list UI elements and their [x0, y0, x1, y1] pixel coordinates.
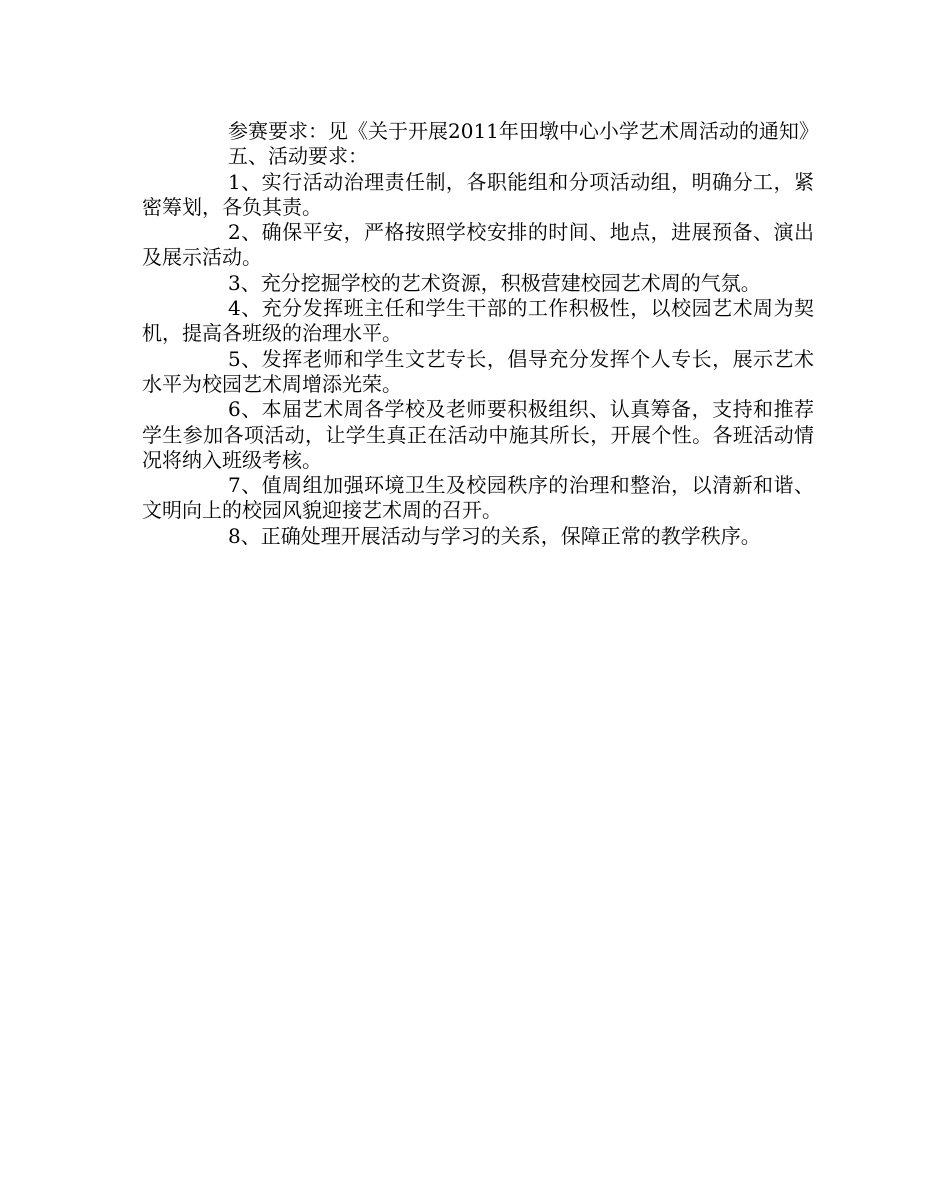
- requirement-item-6: 6、本届艺术周各学校及老师要积极组织、认真筹备，支持和推荐学生参加各项活动，让学生真正在活动中施其所长，开展个性。各班活动情况将纳入班级考核。: [142, 397, 814, 472]
- document-body: [142, 119, 819, 549]
- competition-requirements-paragraph: 参赛要求：见《关于开展2011年田墩中心小学艺术周活动的通知》: [228, 119, 819, 143]
- requirement-item-2: 2、确保平安，严格按照学校安排的时间、地点，进展预备、演出及展示活动。: [142, 220, 814, 270]
- requirement-item-3: 3、充分挖掘学校的艺术资源，积极营建校园艺术周的气氛。: [228, 270, 761, 295]
- requirement-item-5: 5、发挥老师和学生文艺专长，倡导充分发挥个人专长，展示艺术水平为校园艺术周增添光荣。: [142, 346, 814, 396]
- requirement-item-1: 1、实行活动治理责任制，各职能组和分项活动组，明确分工，紧密筹划，各负其责。: [142, 169, 814, 219]
- requirement-item-4: 4、充分发挥班主任和学生干部的工作积极性，以校园艺术周为契机，提高各班级的治理水平。: [142, 296, 814, 346]
- requirement-item-7: 7、值周组加强环境卫生及校园秩序的治理和整治，以清新和谐、文明向上的校园风貌迎接艺术周的召开。: [142, 473, 814, 523]
- activity-requirements-heading: 五、活动要求：: [228, 144, 368, 169]
- requirement-item-8: 8、正确处理开展活动与学习的关系，保障正常的教学秩序。: [228, 523, 761, 548]
